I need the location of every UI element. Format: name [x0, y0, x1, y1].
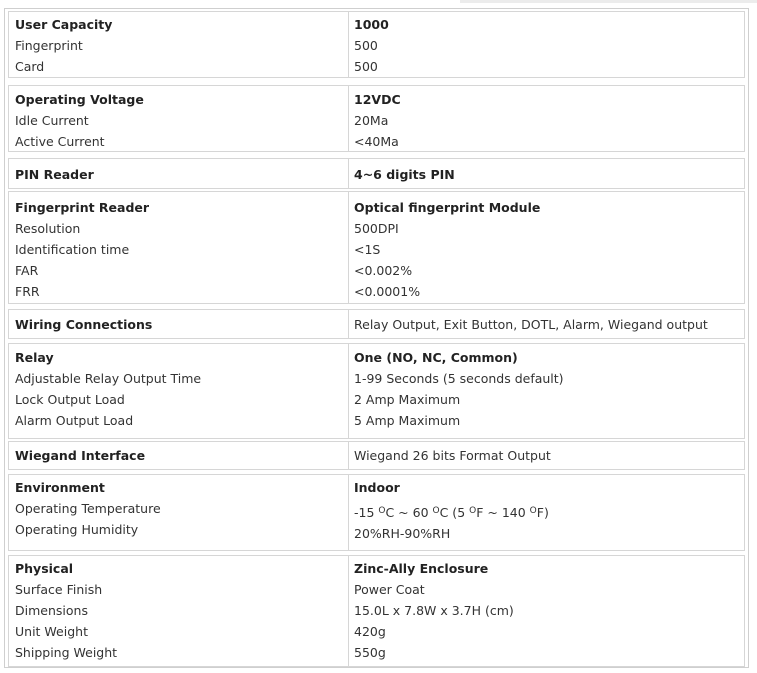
spec-label: Idle Current: [15, 113, 89, 128]
spec-value: Indoor: [354, 480, 400, 495]
spec-group-voltage: [8, 85, 745, 152]
spec-label: Operating Humidity: [15, 522, 139, 537]
spec-label: PIN Reader: [15, 167, 94, 182]
spec-value: Zinc-Ally Enclosure: [354, 561, 489, 576]
spec-label: Operating Temperature: [15, 501, 161, 516]
spec-table: [4, 8, 749, 668]
spec-value: 4~6 digits PIN: [354, 167, 455, 182]
spec-value: 20Ma: [354, 113, 389, 128]
spec-label: Fingerprint Reader: [15, 200, 150, 215]
spec-label: Active Current: [15, 134, 105, 149]
spec-group-physical: [8, 555, 745, 667]
spec-value-temperature: -15 $^O$C ~ 60 $^O$C (5 $^O$F ~ 140 $^O$F): [354, 505, 549, 520]
spec-label: Operating Voltage: [15, 92, 144, 107]
spec-value: <1S: [354, 242, 381, 257]
spec-group-environment: [8, 474, 745, 551]
spec-label: Shipping Weight: [15, 645, 118, 660]
top-edge-bar: [460, 0, 757, 3]
spec-value: 5 Amp Maximum: [354, 413, 461, 428]
spec-value: 2 Amp Maximum: [354, 392, 461, 407]
spec-label: Unit Weight: [15, 624, 88, 639]
spec-label: Surface Finish: [15, 582, 103, 597]
spec-label: Wiring Connections: [15, 317, 153, 332]
spec-group-relay: [8, 343, 745, 439]
spec-label: Dimensions: [15, 603, 88, 618]
spec-value: Optical fingerprint Module: [354, 200, 541, 215]
spec-label: Identification time: [15, 242, 130, 257]
spec-value: One (NO, NC, Common): [354, 350, 518, 365]
spec-group-capacity: [8, 11, 745, 78]
spec-value: 1-99 Seconds (5 seconds default): [354, 371, 564, 386]
spec-label: Alarm Output Load: [15, 413, 134, 428]
spec-value: <0.002%: [354, 263, 413, 278]
spec-value: 15.0L x 7.8W x 3.7H (cm): [354, 603, 514, 618]
spec-label: Adjustable Relay Output Time: [15, 371, 202, 386]
spec-value: 20%RH-90%RH: [354, 526, 451, 541]
spec-group-wiegand: [8, 441, 745, 470]
spec-value: Power Coat: [354, 582, 425, 597]
spec-label: Fingerprint: [15, 38, 83, 53]
spec-label: User Capacity: [15, 17, 113, 32]
spec-value: 500: [354, 38, 378, 53]
spec-value: 500DPI: [354, 221, 399, 236]
spec-label: Lock Output Load: [15, 392, 125, 407]
spec-value: Relay Output, Exit Button, DOTL, Alarm, Wiegand output: [354, 317, 708, 332]
spec-value: 420g: [354, 624, 386, 639]
spec-label: Relay: [15, 350, 54, 365]
spec-label: Card: [15, 59, 45, 74]
spec-value: 1000: [354, 17, 389, 32]
spec-value: 12VDC: [354, 92, 401, 107]
spec-group-pin-reader: [8, 158, 745, 189]
spec-value: Wiegand 26 bits Format Output: [354, 448, 551, 463]
spec-label: Environment: [15, 480, 105, 495]
spec-label: FAR: [15, 263, 39, 278]
spec-value: 500: [354, 59, 378, 74]
spec-group-fingerprint-reader: [8, 191, 745, 304]
spec-label: Resolution: [15, 221, 81, 236]
spec-label: Physical: [15, 561, 74, 576]
spec-value: 550g: [354, 645, 386, 660]
spec-value: <0.0001%: [354, 284, 421, 299]
spec-label: Wiegand Interface: [15, 448, 146, 463]
spec-group-wiring: [8, 309, 745, 339]
spec-value: <40Ma: [354, 134, 399, 149]
spec-label: FRR: [15, 284, 40, 299]
